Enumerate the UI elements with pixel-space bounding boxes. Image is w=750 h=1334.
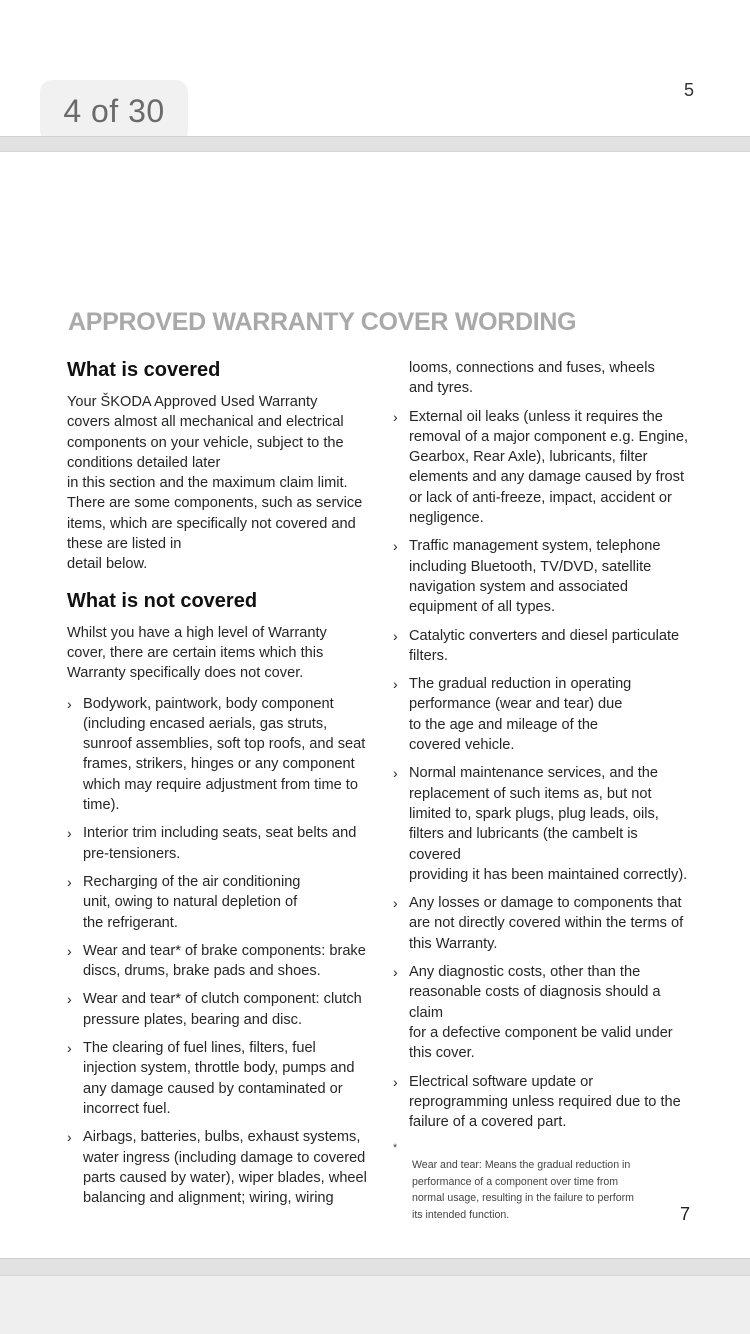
chevron-right-icon: › xyxy=(67,991,72,1008)
list-item xyxy=(393,962,693,1063)
list-item xyxy=(67,941,367,982)
covered-paragraph: Your ŠKODA Approved Used Warranty covers almost all mechanical and electrical components on your vehicle, subject to the conditions detailed later in this section and the maximum claim limit. There are some components, such as service items, which are specifically not covered and these are listed in detail below. xyxy=(67,394,363,573)
chevron-right-icon: › xyxy=(67,825,72,842)
list-item-text: Any diagnostic costs, other than the reasonable costs of diagnosis should a claim for a defective component be valid under this cover. xyxy=(409,964,673,1062)
list-item xyxy=(67,1038,367,1119)
list-item-text: Airbags, batteries, bulbs, exhaust systems, water ingress (including damage to covered parts caused by water), wiper blades, wheel balancing and alignment; wiring, wiring xyxy=(83,1129,367,1207)
list-item xyxy=(67,694,367,816)
list-item xyxy=(393,763,693,885)
list-item xyxy=(393,1072,693,1133)
list-item-text: Bodywork, paintwork, body component (including encased aerials, gas struts, sunroof assemblies, soft top roofs, and seat frames, strikers, hinges or any component which may require adjustment from time to time). xyxy=(83,695,366,814)
viewer-top-area xyxy=(0,0,750,136)
not-covered-paragraph: Whilst you have a high level of Warranty cover, there are certain items which this Warranty specifically does not cover. xyxy=(67,624,327,682)
list-item-text: External oil leaks (unless it requires the removal of a major component e.g. Engine, Gearbox, Rear Axle), lubricants, filter elements and any damage caused by frost or lack of anti-freeze, impact, accident or negligence. xyxy=(409,408,689,527)
list-item xyxy=(393,536,693,617)
chevron-right-icon: › xyxy=(393,964,398,981)
list-item-text: The gradual reduction in operating performance (wear and tear) due to the age and mileage of the covered vehicle. xyxy=(409,676,632,754)
previous-page-number: 5 xyxy=(683,80,694,100)
chevron-right-icon: › xyxy=(67,1040,72,1057)
list-item-text: Electrical software update or reprogramming unless required due to the failure of a covered part. xyxy=(409,1073,681,1131)
chevron-right-icon: › xyxy=(393,1073,398,1090)
chevron-right-icon: › xyxy=(393,765,398,782)
list-item-continuation: looms, connections and fuses, wheels and tyres. xyxy=(409,360,655,397)
chevron-right-icon: › xyxy=(393,895,398,912)
list-item-text: Traffic management system, telephone including Bluetooth, TV/DVD, satellite navigation system and associated equipment of all types. xyxy=(409,538,661,616)
list-item-text: Wear and tear* of clutch component: clutch pressure plates, bearing and disc. xyxy=(83,991,362,1028)
page-separator-top xyxy=(0,136,750,152)
left-exclusion-list xyxy=(67,694,367,1209)
right-exclusion-list xyxy=(393,407,693,1133)
list-item-text: Wear and tear* of brake components: brake discs, drums, brake pads and shoes. xyxy=(83,942,366,980)
chevron-right-icon: › xyxy=(67,873,72,890)
list-item xyxy=(393,893,693,954)
footnote xyxy=(393,1140,693,1223)
list-item-text: Interior trim including seats, seat belts and pre-tensioners. xyxy=(83,825,357,862)
list-item xyxy=(67,989,367,1030)
right-column xyxy=(393,358,693,1223)
page-separator-bottom xyxy=(0,1258,750,1276)
list-item-text: Any losses or damage to components that are not directly covered within the terms of this Warranty. xyxy=(409,895,684,952)
page-number: 7 xyxy=(679,1204,690,1224)
list-item-text: Catalytic converters and diesel particulate filters. xyxy=(409,627,680,664)
chevron-right-icon: › xyxy=(393,676,398,693)
section-title: APPROVED WARRANTY COVER WORDING xyxy=(68,308,577,336)
list-item xyxy=(67,872,367,933)
page-counter-badge: 4 of 30 xyxy=(40,80,188,142)
list-item xyxy=(393,626,693,667)
footnote-marker: * xyxy=(393,1142,398,1155)
not-covered-heading: What is not covered xyxy=(67,589,258,612)
chevron-right-icon: › xyxy=(67,695,72,712)
list-item xyxy=(67,1127,367,1208)
document-page[interactable] xyxy=(0,152,750,1258)
left-column xyxy=(67,358,367,1216)
list-item-text: Normal maintenance services, and the replacement of such items as, but not limited to, spark plugs, plug leads, oils, filters and lubricants (the cambelt is covered providing it has been maintained correctly). xyxy=(409,765,688,883)
list-item xyxy=(393,674,693,755)
covered-heading: What is covered xyxy=(67,359,221,381)
chevron-right-icon: › xyxy=(393,627,398,644)
list-item xyxy=(67,823,367,864)
list-item xyxy=(393,407,693,529)
chevron-right-icon: › xyxy=(67,942,72,959)
list-item-text: The clearing of fuel lines, filters, fuel injection system, throttle body, pumps and any damage caused by contaminated or incorrect fuel. xyxy=(83,1040,355,1117)
footnote-text: Wear and tear: Means the gradual reduction in performance of a component over time from normal usage, resulting in the failure to perform its intended function. xyxy=(412,1158,634,1221)
chevron-right-icon: › xyxy=(393,408,398,425)
chevron-right-icon: › xyxy=(67,1129,72,1146)
list-item-text: Recharging of the air conditioning unit, owing to natural depletion of the refrigerant. xyxy=(83,873,301,931)
chevron-right-icon: › xyxy=(393,538,398,555)
